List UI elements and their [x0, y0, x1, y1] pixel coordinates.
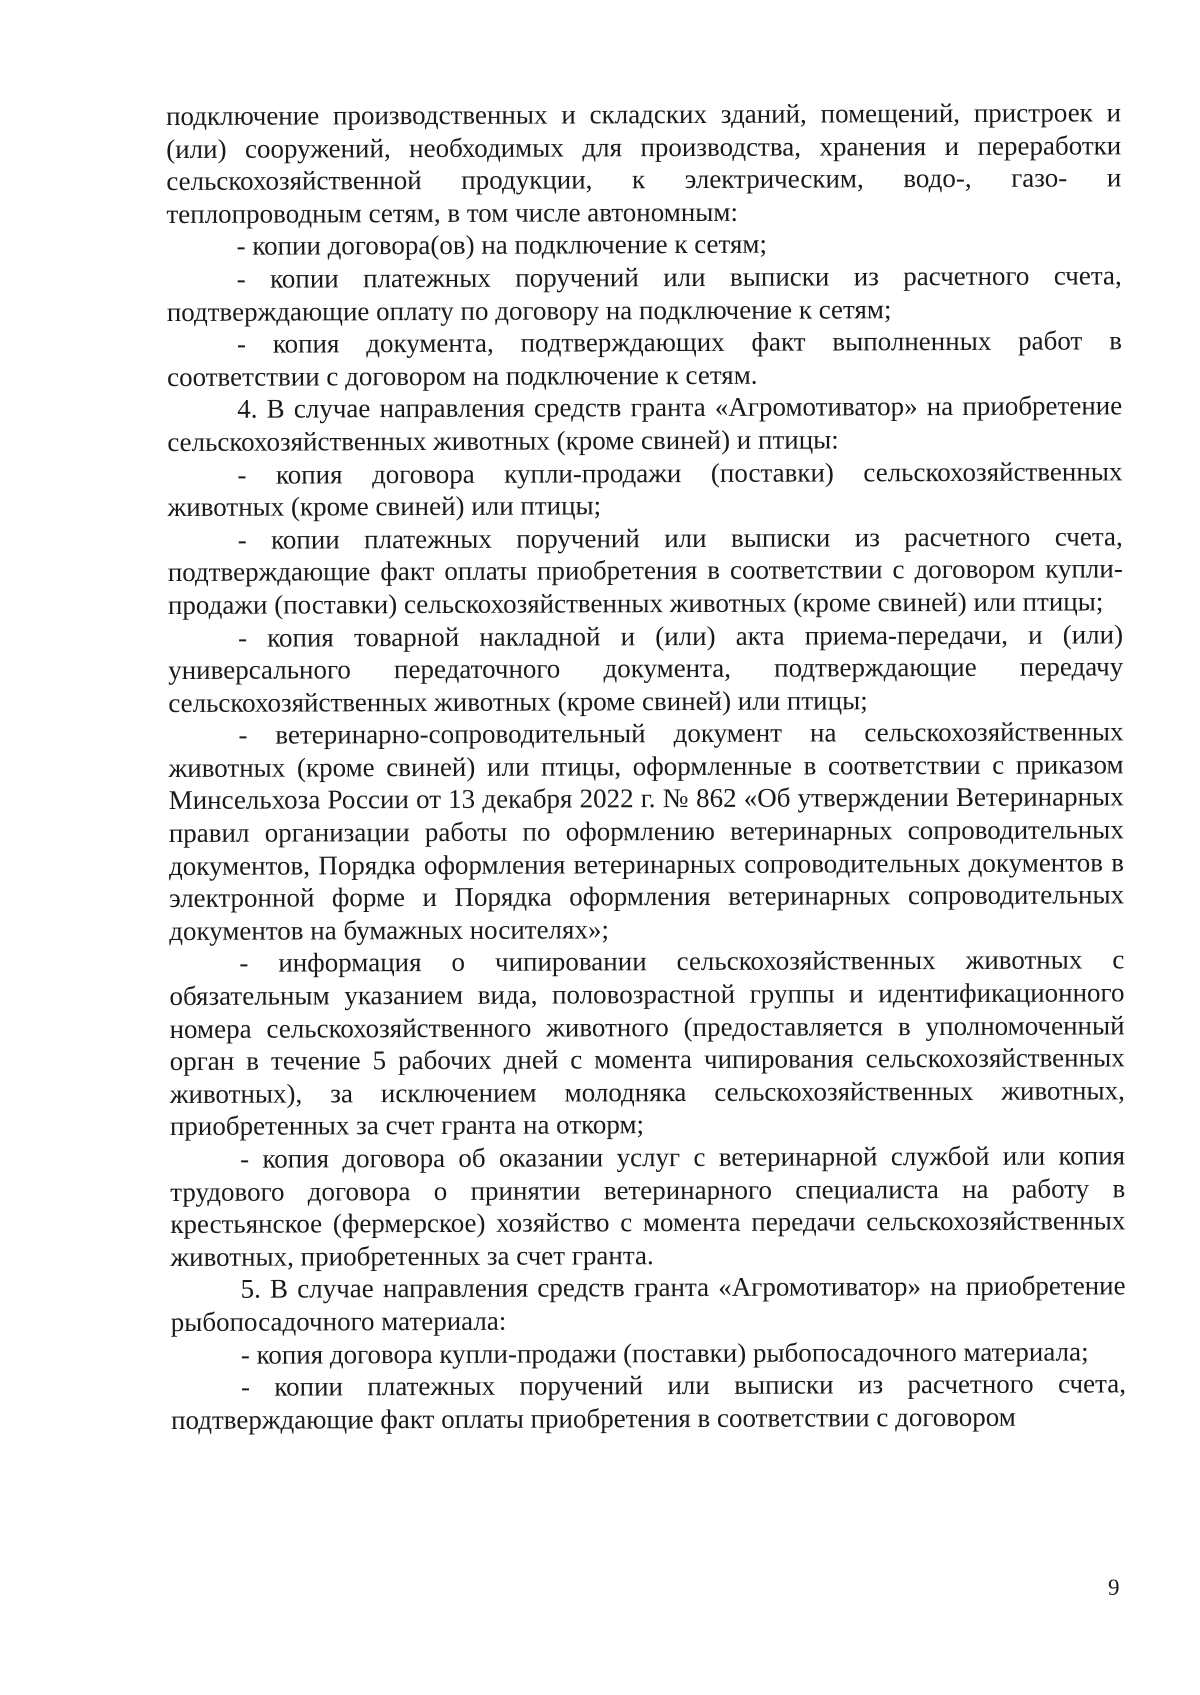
paragraph: - копия товарной накладной и (или) акта приема-передачи, и (или) универсального передаточного документа, подтверждающие передачу сельскохозяйственных животных (кроме свиней) или птицы; — [168, 618, 1124, 718]
paragraph: - копия договора об оказании услуг с ветеринарной службой или копия трудового договора о принятии ветеринарного специалиста на работу в крестьянское (фермерское) хозяйство с момента передачи сельскохозяйственных животных, приобретенных за счет гранта. — [170, 1140, 1126, 1272]
paragraph: - информация о чипировании сельскохозяйственных животных с обязательным указанием вида, половозрастной группы и идентификационного номера сельскохозяйственного животного (предоставляется в уполномоченный орган в течение 5 рабочих дней с момента чипирования сельскохозяйственных животных), за исключением молодняка сельскохозяйственных животных, приобретенных за счет гранта на откорм; — [169, 944, 1125, 1142]
paragraph: 4. В случае направления средств гранта «Агромотиватор» на приобретение сельскохозяйственных животных (кроме свиней) и птицы: — [167, 390, 1123, 457]
paragraph: - копия договора купли-продажи (поставки) рыбопосадочного материала; — [240, 1336, 1089, 1370]
paragraph: - копии договора(ов) на подключение к сетям; — [236, 229, 768, 262]
paragraph: - ветеринарно-сопроводительный документ на сельскохозяйственных животных (кроме свиней) или птицы, оформленные в соответствии с приказом Минсельхоза России от 13 декабря 2022 г. № 862 «Об утверждении Ветеринарных правил организации работы по оформлению ветеринарных сопроводительных документов, Порядка оформления ветеринарных сопроводительных документов в электронной форме и Порядка оформления ветеринарных сопроводительных документов на бумажных носителях»; — [168, 716, 1125, 946]
paragraph: - копии платежных поручений или выписки из расчетного счета, подтверждающие оплату по договору на подключение к сетям; — [166, 260, 1122, 327]
document-body — [166, 96, 1126, 1436]
paragraph: - копии платежных поручений или выписки из расчетного счета, подтверждающие факт оплаты приобретения в соответствии с договором купли-продажи (поставки) сельскохозяйственных животных (кроме свиней) или птицы; — [167, 521, 1123, 620]
paragraph: 5. В случае направления средств гранта «Агромотиватор» на приобретение рыбопосадочного материала: — [170, 1270, 1126, 1337]
paragraph: - копия договора купли-продажи (поставки) сельскохозяйственных животных (кроме свиней) или птицы; — [167, 455, 1123, 523]
paragraph: подключение производственных и складских зданий, помещений, пристроек и (или) сооружений, необходимых для производства, хранения и переработки сельскохозяйственной продукции, к электрическим, водо-, газо- и теплопроводным сетям, в том числе автономным: — [166, 97, 1122, 229]
paragraph: - копия документа, подтверждающих факт выполненных работ в соответствии с договором на подключение к сетям. — [167, 325, 1122, 392]
page-number: 9 — [1108, 1575, 1120, 1600]
paragraph: - копии платежных поручений или выписки из расчетного счета, подтверждающие факт оплаты приобретения в соответствии с договором — [171, 1368, 1126, 1435]
